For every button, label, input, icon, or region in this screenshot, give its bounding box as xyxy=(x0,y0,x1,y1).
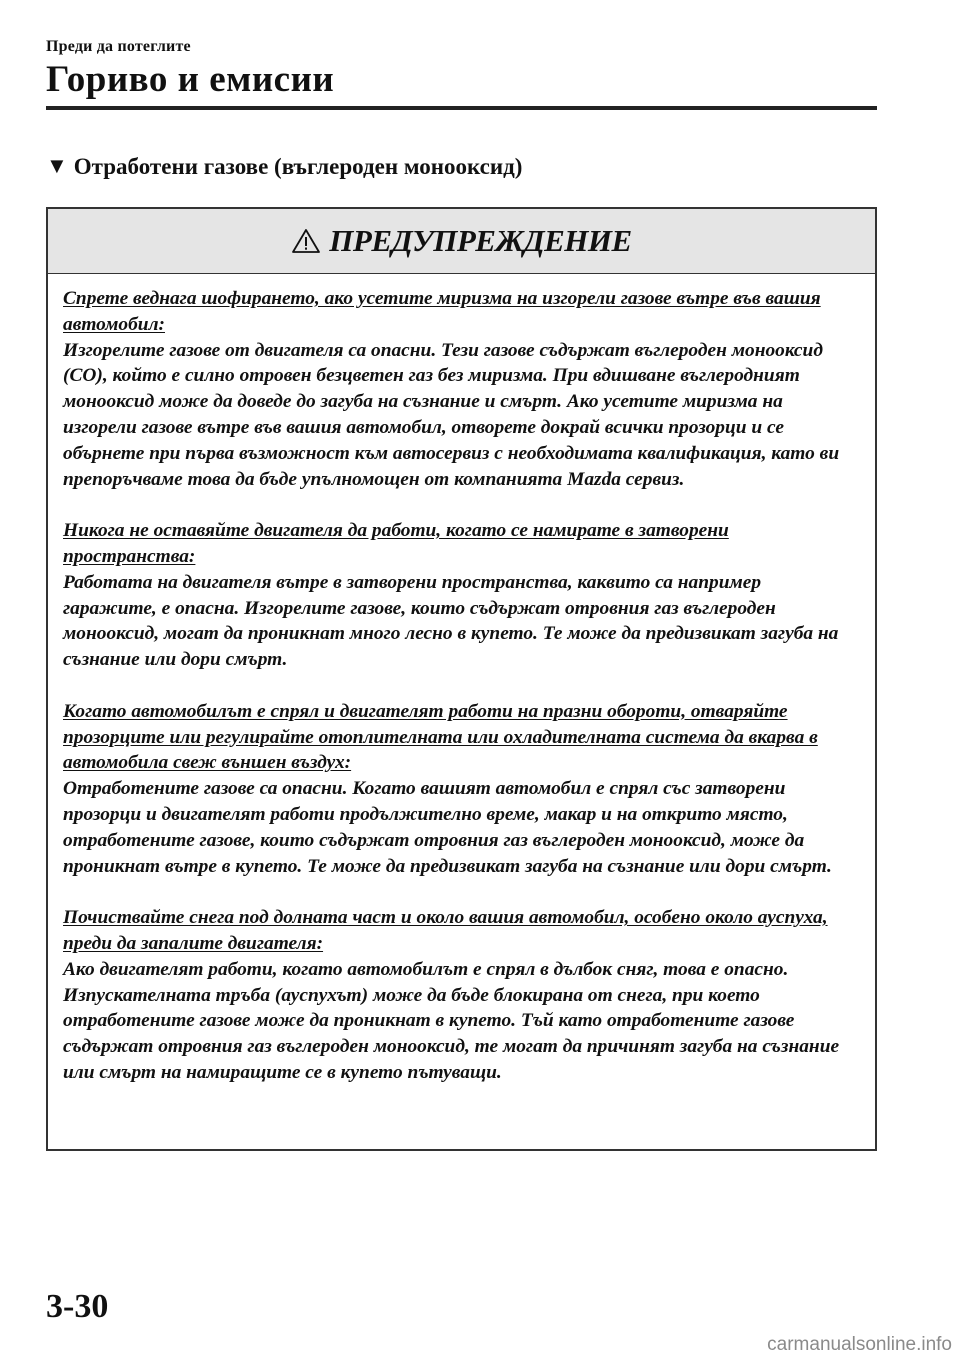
warning-block xyxy=(63,905,859,1086)
warning-block xyxy=(63,286,859,492)
page-number: 3-30 xyxy=(46,1288,109,1325)
warning-block xyxy=(63,699,859,880)
warning-block-text: Работата на двигателя вътре в затворени пространства, каквито са например гаражите, е опасна. Изгорелите газове, които съдържат отровния газ въглероден монооксид, могат да проникнат много лесно в купето. Те може да предизвикат загуба на съзнание или дори смърт. xyxy=(63,571,839,671)
warning-block xyxy=(63,518,859,673)
chapter-title: Гориво и емисии xyxy=(46,59,335,100)
warning-triangle-icon xyxy=(291,228,321,254)
warning-header xyxy=(48,209,875,274)
warning-block-lead: Когато автомобилът е спрял и двигателят работи на празни обороти, отваряйте прозорците или регулирайте отоплителната или охладителната система да вкарва в автомобила свеж външен въздух: xyxy=(63,700,818,774)
warning-block-text: Отработените газове са опасни. Когато вашият автомобил е спрял със затворени прозорци и двигателят работи продължително време, макар и на открито място, отработените газове, които съдържат отровния газ въглероден монооксид, може да проникнат вътре в купето. Те може да предизвикат загуба на съзнание или дори смърт. xyxy=(63,778,832,877)
warning-block-lead: Почиствайте снега под долната част и около вашия автомобил, особено около ауспуха, преди да запалите двигателя: xyxy=(63,907,828,954)
title-rule xyxy=(46,106,877,110)
section-heading-text: Отработени газове (въглероден монооксид) xyxy=(73,154,523,179)
warning-block-text: Ако двигателят работи, когато автомобилът е спрял в дълбок сняг, това е опасно. Изпускателната тръба (ауспухът) може да бъде блокирана от снега, при което отработените газове може да проникнат в купето. Тъй като отработените газове съдържат отровния газ въглероден монооксид, те могат да причинят загуба на съзнание или смърт на намиращите се в купето пътуващи. xyxy=(63,958,840,1083)
warning-block-lead: Никога не оставяйте двигателя да работи, когато се намирате в затворени пространства: xyxy=(63,520,729,567)
warning-body xyxy=(48,274,875,1086)
section-heading xyxy=(46,154,522,180)
warning-title: ПРЕДУПРЕЖДЕНИЕ xyxy=(329,223,632,258)
running-head: Преди да потеглите xyxy=(46,38,191,55)
section-marker-icon: ▼ xyxy=(46,153,68,178)
warning-block-lead: Спрете веднага шофирането, ако усетите миризма на изгорели газове вътре във вашия автомобил: xyxy=(63,288,821,335)
watermark: carmanualsonline.info xyxy=(767,1334,952,1355)
warning-block-text: Изгорелите газове от двигателя са опасни. Тези газове съдържат въглероден монооксид (CO), който е силно отровен безцветен газ без миризма. При вдишване въглеродният монооксид може да доведе до загуба на съзнание и смърт. Ако усетите миризма на изгорели газове вътре във вашия автомобил, отворете докрай всички прозорци и се обърнете при първа възможност към автосервиз с необходимата квалификация, като ви препоръчваме това да бъде упълномощен от компанията Mazda сервиз. xyxy=(63,339,840,490)
warning-box xyxy=(46,207,877,1151)
